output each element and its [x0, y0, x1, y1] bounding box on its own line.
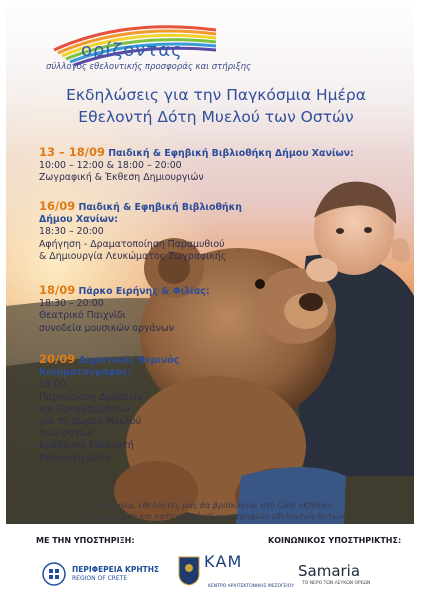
kam-logo [178, 552, 295, 596]
event-line: Ζωγραφική & Έκθεση Δημιουργιών [39, 172, 204, 184]
event-place-cont: Κινηματογράφος: [39, 367, 132, 379]
event-line: Παρουσίαση Δράσεων [39, 391, 143, 403]
event-2 [39, 200, 359, 263]
event-1 [39, 146, 359, 185]
event-place: Παιδική & Εφηβική Βιβλιοθήκη Δήμου Χανίων: [104, 148, 354, 159]
logo-tagline: σύλλογος εθελοντικής προσφοράς και στήριξης [46, 62, 252, 72]
event-line: 18:30 – 20:00 [39, 298, 104, 310]
samaria-subtitle: ΤΟ ΝΕΡΟ ΤΩΝ ΛΕΥΚΩΝ ΟΡΕΩΝ [302, 581, 371, 586]
event-3 [39, 284, 359, 335]
event-line: Βράβευση Εθελοντή [39, 440, 134, 452]
kam-subtitle: ΚΕΝΤΡΟ ΑΡΧΙΤΕΚΤΟΝΙΚΗΣ ΜΕΣΟΓΕΙΟΥ [208, 584, 295, 589]
event-date: 18/09 [39, 283, 76, 297]
region-subtitle: REGION OF CRETE [72, 575, 128, 582]
event-line: & Δημιουργία Λευκώματος Ζωγραφικής [39, 250, 227, 262]
samaria-logo [288, 562, 388, 590]
event-header [39, 353, 359, 367]
title-line-1: Εκδηλώσεις για την Παγκόσμια Ημέρα [66, 86, 366, 104]
region-name: ΠΕΡΙΦΕΡΕΙΑ ΚΡΗΤΗΣ [72, 565, 160, 574]
event-date: 13 – 18/09 [39, 145, 105, 159]
event-4 [39, 353, 359, 465]
event-line: 18:30 – 20:00 [39, 226, 104, 238]
event-line: 10:00 – 12:00 & 18:00 – 20:00 [39, 160, 182, 172]
event-date: 16/09 [39, 199, 76, 213]
event-line: συνοδεία μουσικών οργάνων [39, 322, 175, 334]
cafe-note [6, 500, 414, 522]
event-line: των Οστών [39, 428, 93, 440]
event-header [39, 146, 359, 160]
note-line-2: για ενημέρωση και καταγραφή νέων υποψηφίων εθελοντών δοτών [76, 512, 344, 521]
event-place: Παιδική & Εφηβική Βιβλιοθήκη [75, 202, 242, 213]
event-header [39, 284, 359, 298]
event-line: Θεατρικό Παιχνίδι [39, 310, 126, 322]
title-line-2: Εθελοντή Δότη Μυελού των Οστών [78, 108, 354, 126]
logo-wordmark: ορίζοντας [81, 40, 183, 61]
event-line: Εθελοντή Δότη [39, 452, 111, 464]
event-line: Αφήγηση - Δραματοποίηση Παραμυθιού [39, 238, 225, 250]
kam-wordmark: ΚΑΜ [204, 552, 243, 571]
poster-title [26, 84, 406, 128]
event-place-cont: Δήμου Χανίων: [39, 214, 118, 226]
event-date: 20/09 [39, 352, 76, 366]
greek-emblem-icon [42, 562, 66, 586]
community-heading: ΚΟΙΝΩΝΙΚΟΣ ΥΠΟΣΤΗΡΙΚΤΗΣ: [268, 536, 402, 545]
poster [6, 6, 414, 604]
sponsors-footer [6, 524, 414, 604]
event-line: και Προγραμμάτων [39, 403, 131, 415]
event-place: Δημοτικός Θερινός [75, 355, 180, 366]
support-heading: ΜΕ ΤΗΝ ΥΠΟΣΤΗΡΙΞΗ: [36, 536, 135, 545]
samaria-wordmark: Samaria [298, 562, 361, 580]
event-place: Πάρκο Ειρήνης & Φιλίας: [75, 286, 210, 297]
note-line-1: Παράλληλα, εθελοντές μας θα βρίσκονται στο Café «Κήπος» [87, 501, 333, 510]
event-line: για τη Δωρεά Μυελού [39, 416, 142, 428]
event-line: 19:00 [39, 379, 67, 391]
chania-shield-icon [178, 556, 200, 586]
event-header [39, 200, 359, 214]
region-crete-logo [42, 562, 160, 586]
